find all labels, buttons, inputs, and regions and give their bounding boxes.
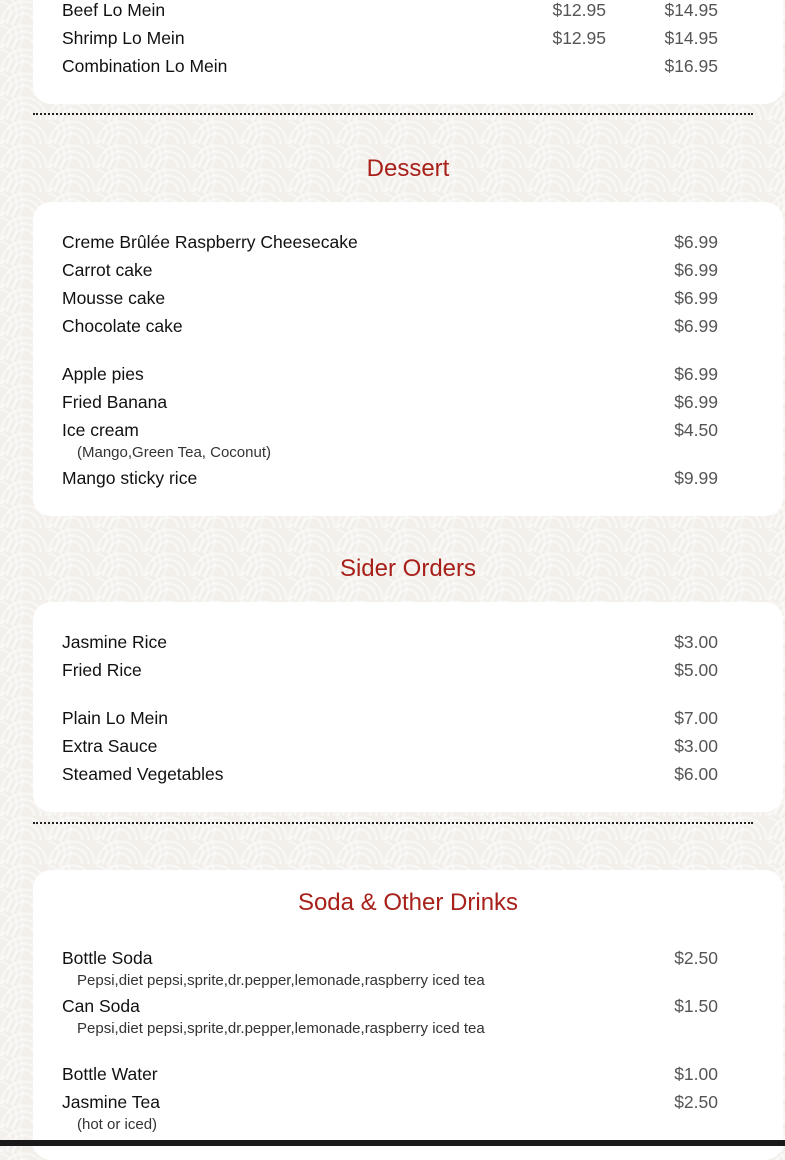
bottom-bar <box>0 1140 785 1146</box>
item-price: $6.99 <box>674 316 718 336</box>
item-description: Pepsi,diet pepsi,sprite,dr.pepper,lemonade,raspberry iced tea <box>77 972 485 989</box>
menu-item <box>62 28 718 54</box>
item-name: Steamed Vegetables <box>62 764 224 784</box>
item-name: Combination Lo Mein <box>62 56 228 76</box>
item-price: $6.99 <box>674 288 718 308</box>
item-name: Apple pies <box>62 364 144 384</box>
menu-item <box>62 632 718 658</box>
menu-item <box>62 316 718 342</box>
item-name: Fried Rice <box>62 660 142 680</box>
section-title-dessert: Dessert <box>366 155 450 182</box>
item-price: $1.00 <box>674 1064 718 1084</box>
section-title-sider-orders: Sider Orders <box>339 555 477 582</box>
item-price: $2.50 <box>674 1092 718 1112</box>
item-name: Carrot cake <box>62 260 153 280</box>
menu-item <box>62 1092 718 1133</box>
item-price: $9.99 <box>674 468 718 488</box>
item-price-small: $12.95 <box>552 0 606 20</box>
lo-mein-card <box>33 0 783 104</box>
menu-item <box>62 996 718 1037</box>
item-price: $3.00 <box>674 736 718 756</box>
item-price: $4.50 <box>674 420 718 440</box>
item-name: Can Soda <box>62 996 140 1016</box>
menu-item <box>62 288 718 314</box>
item-name: Chocolate cake <box>62 316 183 336</box>
item-description: Pepsi,diet pepsi,sprite,dr.pepper,lemonade,raspberry iced tea <box>77 1020 485 1037</box>
section-divider <box>33 113 753 115</box>
menu-item <box>62 392 718 418</box>
item-price-large: $14.95 <box>664 0 718 20</box>
item-price: $6.99 <box>674 392 718 412</box>
menu-item <box>62 0 718 26</box>
menu-item <box>62 764 718 790</box>
section-divider <box>33 822 753 824</box>
item-price: $3.00 <box>674 632 718 652</box>
item-price: $5.00 <box>674 660 718 680</box>
menu-item <box>62 736 718 762</box>
item-name: Jasmine Tea <box>62 1092 160 1112</box>
item-name: Creme Brûlée Raspberry Cheesecake <box>62 232 358 252</box>
menu-item <box>62 708 718 734</box>
item-price: $6.99 <box>674 232 718 252</box>
item-name: Bottle Soda <box>62 948 153 968</box>
item-name: Jasmine Rice <box>62 632 168 652</box>
item-price: $6.99 <box>674 364 718 384</box>
dessert-card <box>33 202 783 516</box>
menu-item <box>62 948 718 989</box>
menu-item <box>62 56 718 82</box>
menu-item <box>62 364 718 390</box>
sider-orders-card <box>33 602 783 812</box>
item-price: $6.00 <box>674 764 718 784</box>
item-price: $2.50 <box>674 948 718 968</box>
item-name: Beef Lo Mein <box>62 0 166 20</box>
item-price-large: $14.95 <box>664 28 718 48</box>
item-price-large: $16.95 <box>664 56 718 76</box>
item-price: $1.50 <box>674 996 718 1016</box>
menu-item <box>62 468 718 494</box>
item-description: (hot or iced) <box>77 1116 158 1133</box>
drinks-card <box>33 870 783 1160</box>
item-name: Plain Lo Mein <box>62 708 169 728</box>
item-name: Ice cream <box>62 420 139 440</box>
menu-item <box>62 260 718 286</box>
item-name: Fried Banana <box>62 392 168 412</box>
item-name: Bottle Water <box>62 1064 158 1084</box>
menu-item <box>62 232 718 258</box>
item-name: Mousse cake <box>62 288 166 308</box>
item-name: Shrimp Lo Mein <box>62 28 185 48</box>
item-price-small: $12.95 <box>552 28 606 48</box>
menu-item <box>62 420 718 461</box>
menu-item <box>62 1064 718 1090</box>
item-name: Extra Sauce <box>62 736 158 756</box>
menu-item <box>62 660 718 686</box>
item-description: (Mango,Green Tea, Coconut) <box>77 444 271 461</box>
item-name: Mango sticky rice <box>62 468 198 488</box>
section-title-drinks: Soda & Other Drinks <box>297 889 519 916</box>
item-price: $7.00 <box>674 708 718 728</box>
item-price: $6.99 <box>674 260 718 280</box>
